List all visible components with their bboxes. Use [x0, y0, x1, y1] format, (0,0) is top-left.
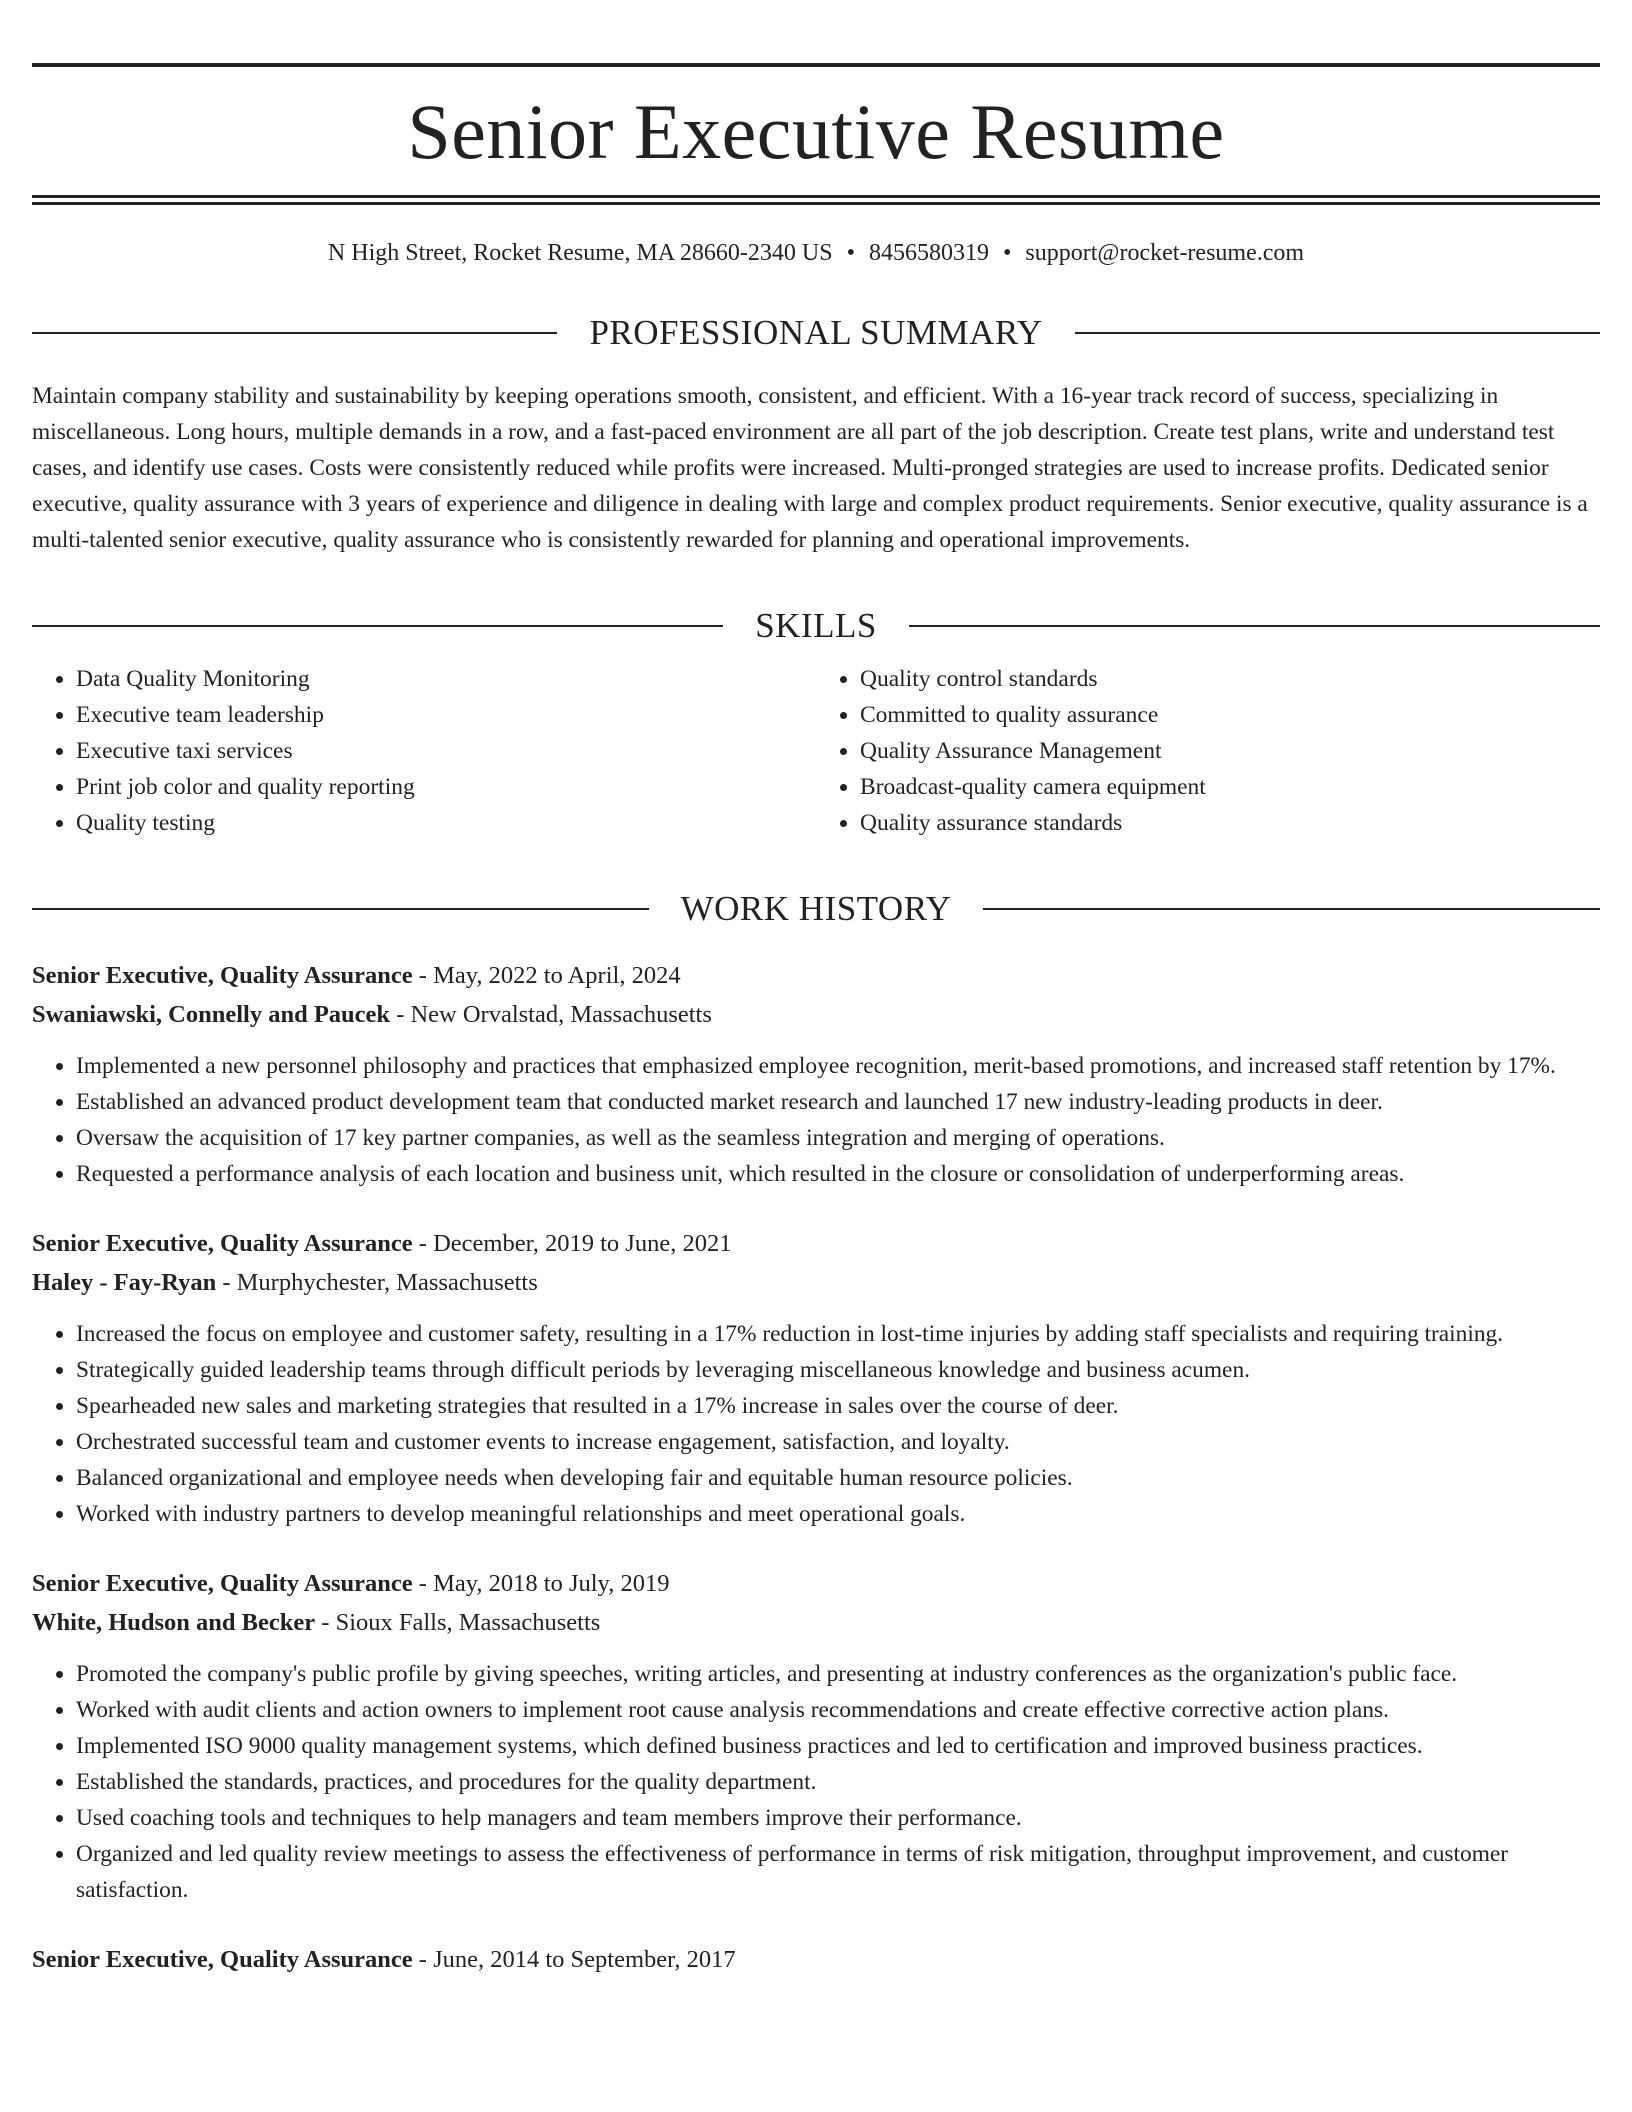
job-bullet: • Requested a performance analysis of each location and business unit, which resulted in the closure or consolidation of underperforming areas. — [76, 1156, 1600, 1192]
job-bullet: • Implemented a new personnel philosophy and practices that emphasized employee recognition, merit-based promotions, and increased staff retention by 17%. — [76, 1048, 1600, 1084]
job-company-line — [32, 995, 1600, 1034]
skill-item: • Committed to quality assurance — [860, 697, 1600, 733]
job-title: Senior Executive, Quality Assurance — [32, 1230, 413, 1257]
section-heading-skills — [32, 608, 1600, 643]
skills-column-left — [32, 661, 816, 841]
section-heading-work-history — [32, 891, 1600, 926]
contact-phone: 8456580319 — [868, 240, 989, 266]
job-title-line — [32, 1224, 1600, 1263]
skills-list — [32, 661, 1600, 841]
job-bullet: • Organized and led quality review meetings to assess the effectiveness of performance in terms of risk mitigation, throughput improvement, and customer satisfaction. — [76, 1836, 1600, 1908]
job-bullet: • Established the standards, practices, and procedures for the quality department. — [76, 1764, 1600, 1800]
job-bullet: • Worked with industry partners to develop meaningful relationships and meet operational goals. — [76, 1496, 1600, 1532]
job-bullet: • Promoted the company's public profile by giving speeches, writing articles, and presenting at industry conferences as the organization's public face. — [76, 1656, 1600, 1692]
heading-rule — [32, 332, 557, 334]
section-title: WORK HISTORY — [680, 889, 952, 928]
heading-rule — [32, 625, 723, 627]
resume-title: Senior Executive Resume — [407, 88, 1225, 175]
job-bullets — [32, 1316, 1600, 1532]
heading-rule — [32, 908, 649, 910]
job-entry — [32, 1940, 1600, 1979]
job-location: - Murphychester, Massachusetts — [216, 1269, 538, 1296]
job-title: Senior Executive, Quality Assurance — [32, 1570, 413, 1597]
job-company: Swaniawski, Connelly and Paucek — [32, 1001, 391, 1028]
title-double-rule — [32, 195, 1600, 205]
skill-item: • Broadcast-quality camera equipment — [860, 769, 1600, 805]
contact-email: support@rocket-resume.com — [1025, 240, 1305, 266]
skill-item: • Quality assurance standards — [860, 805, 1600, 841]
contact-separator: • — [846, 240, 855, 266]
section-title: SKILLS — [755, 606, 877, 645]
job-title-line — [32, 956, 1600, 995]
skill-item: • Print job color and quality reporting — [76, 769, 816, 805]
job-bullet: • Spearheaded new sales and marketing strategies that resulted in a 17% increase in sales over the course of deer. — [76, 1388, 1600, 1424]
job-bullet: • Established an advanced product development team that conducted market research and launched 17 new industry-leading products in deer. — [76, 1084, 1600, 1120]
job-company: Haley - Fay-Ryan — [32, 1269, 217, 1296]
skill-item: • Quality testing — [76, 805, 816, 841]
skill-item: • Executive team leadership — [76, 697, 816, 733]
summary-text: Maintain company stability and sustainability by keeping operations smooth, consistent, and efficient. With a 16-year track record of success, specializing in miscellaneous. Long hours, multiple demands in a row, and a fast-paced environment are all part of the job description. Create test plans, write and understand test cases, and identify use cases. Costs were consistently reduced while profits were increased. Multi-pronged strategies are used to increase profits. Dedicated senior executive, quality assurance with 3 years of experience and diligence in dealing with large and complex product requirements. Senior executive, quality assurance is a multi-talented senior executive, quality assurance who is consistently rewarded for planning and operational improvements. — [32, 383, 1588, 553]
job-dates: - May, 2018 to July, 2019 — [412, 1570, 670, 1597]
job-bullet: • Balanced organizational and employee needs when developing fair and equitable human resource policies. — [76, 1460, 1600, 1496]
section-heading-summary — [32, 315, 1600, 350]
resume-page — [32, 0, 1600, 1979]
job-title-line — [32, 1940, 1600, 1979]
job-dates: - June, 2014 to September, 2017 — [412, 1946, 736, 1973]
skill-item: • Quality Assurance Management — [860, 733, 1600, 769]
job-title-line — [32, 1564, 1600, 1603]
job-dates: - December, 2019 to June, 2021 — [412, 1230, 732, 1257]
job-bullets — [32, 1656, 1600, 1908]
job-location: - Sioux Falls, Massachusetts — [315, 1609, 601, 1636]
job-title: Senior Executive, Quality Assurance — [32, 962, 413, 989]
job-bullets — [32, 1048, 1600, 1192]
job-dates: - May, 2022 to April, 2024 — [412, 962, 681, 989]
skill-item: • Data Quality Monitoring — [76, 661, 816, 697]
job-bullet: • Orchestrated successful team and customer events to increase engagement, satisfaction, and loyalty. — [76, 1424, 1600, 1460]
job-title: Senior Executive, Quality Assurance — [32, 1946, 413, 1973]
heading-rule — [1075, 332, 1600, 334]
job-bullet: • Implemented ISO 9000 quality management systems, which defined business practices and led to certification and improved business practices. — [76, 1728, 1600, 1764]
job-company: White, Hudson and Becker — [32, 1609, 316, 1636]
contact-line — [32, 241, 1600, 265]
job-company-line — [32, 1603, 1600, 1642]
job-bullet: • Increased the focus on employee and customer safety, resulting in a 17% reduction in lost-time injuries by adding staff specialists and requiring training. — [76, 1316, 1600, 1352]
work-history-list — [32, 956, 1600, 1979]
skills-column-right — [816, 661, 1600, 841]
job-bullet: • Worked with audit clients and action owners to implement root cause analysis recommendations and create effective corrective action plans. — [76, 1692, 1600, 1728]
contact-separator: • — [1002, 240, 1012, 266]
heading-rule — [983, 908, 1600, 910]
contact-address: N High Street, Rocket Resume, MA 28660-2340 US — [327, 240, 833, 266]
skill-item: • Quality control standards — [860, 661, 1600, 697]
job-bullet: • Oversaw the acquisition of 17 key partner companies, as well as the seamless integration and merging of operations. — [76, 1120, 1600, 1156]
job-entry — [32, 1224, 1600, 1532]
section-title: PROFESSIONAL SUMMARY — [589, 313, 1043, 352]
job-entry — [32, 1564, 1600, 1908]
job-location: - New Orvalstad, Massachusetts — [390, 1001, 712, 1028]
job-bullet: • Used coaching tools and techniques to help managers and team members improve their performance. — [76, 1800, 1600, 1836]
job-company-line — [32, 1263, 1600, 1302]
heading-rule — [909, 625, 1600, 627]
skill-item: • Executive taxi services — [76, 733, 816, 769]
job-entry — [32, 956, 1600, 1192]
job-bullet: • Strategically guided leadership teams through difficult periods by leveraging miscellaneous knowledge and business acumen. — [76, 1352, 1600, 1388]
